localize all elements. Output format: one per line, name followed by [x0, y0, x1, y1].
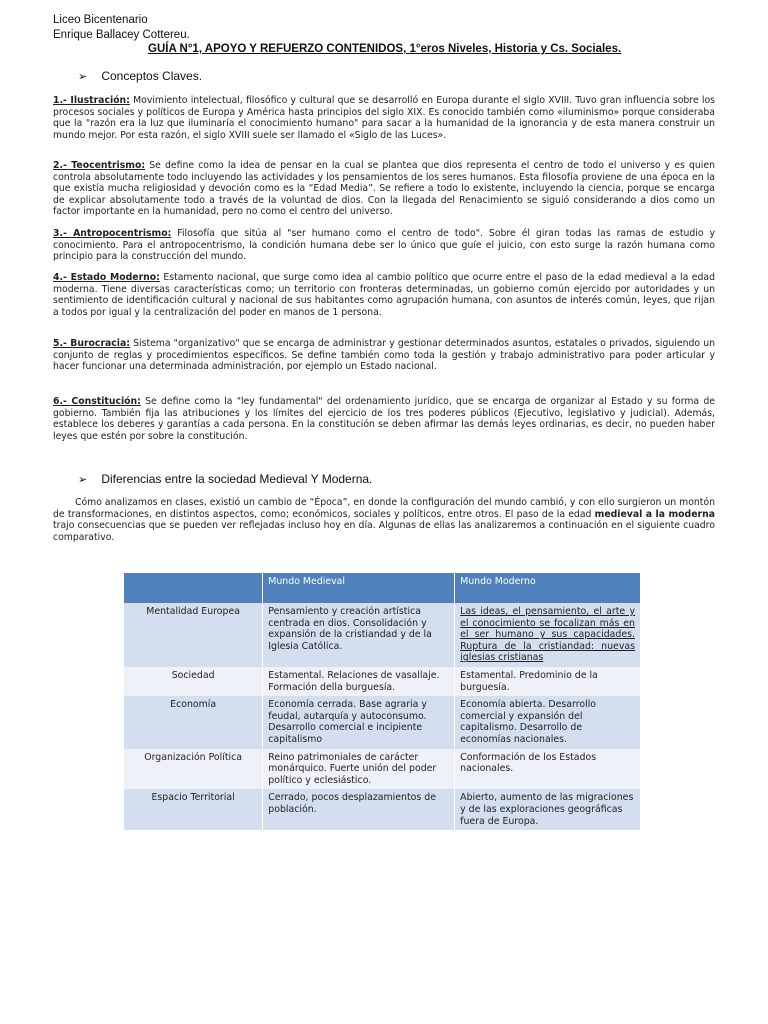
row-label: Organización Política: [124, 749, 263, 790]
concept-text: Estamento nacional, que surge como idea al cambio político que ocurre entre el paso de la edad medieval a la edad moderna. Tiene diversas características como; un territorio con fronteras determinadas, un gobierno común ejercido por autoridades y un sentimiento de identificación cultural y nacional de sus habitantes como agrupación humana, con asuntos de interés común, leyes, que rijan a todos por igual y la centralización del poder en manos de 1 persona.: [53, 272, 715, 318]
concept-burocracia: [53, 338, 715, 373]
section-heading: Diferencias entre la sociedad Medieval Y Moderna.: [101, 472, 373, 486]
arrow-bullet-icon: ➢: [78, 474, 88, 486]
moderno-cell: Abierto, aumento de las migraciones y de las exploraciones geográficas fuera de Europa.: [455, 789, 641, 830]
row-label: Espacio Territorial: [124, 789, 263, 830]
concept-term: 6.- Constitución:: [53, 396, 141, 407]
medieval-cell: Economía cerrada. Base agraria y feudal, autarquía y autoconsumo. Desarrollo comercial e incipiente capitalismo: [263, 696, 455, 748]
concept-antropocentrismo: [53, 228, 715, 263]
concept-ilustracion: [53, 95, 715, 141]
table-header-row: [124, 573, 641, 603]
intro-text-1: Cómo analizamos en clases, existió un cambio de “Época”, en donde la configuración del mundo cambió, y con ello surgieron un montón de transformaciones, en distintos aspectos, como; económicos, sociales y políticos, entre otros. El paso de la edad: [53, 497, 715, 520]
concept-text: Sistema "organizativo" que se encarga de administrar y gestionar determinados asuntos, estatales o privados, siguiendo un conjunto de reglas y procedimientos específicos. Se define también como toda la gestión y trabajo administrativo para poder articular y hacer funcionar una determinada administración, por ejemplo un Estado nacional.: [53, 338, 715, 373]
comparison-table: [124, 573, 641, 830]
table-row: [124, 667, 641, 696]
section-diferencias: [78, 472, 372, 486]
concept-teocentrismo: [53, 160, 715, 218]
intro-text-2: trajo consecuencias que se pueden ver reflejadas incluso hoy en día. Algunas de ellas las analizaremos a continuación en el siguiente cuadro comparativo.: [53, 520, 715, 543]
section-heading: Conceptos Claves.: [101, 69, 203, 83]
moderno-cell: Economía abierta. Desarrollo comercial y expansión del capitalismo. Desarrollo de economías nacionales.: [455, 696, 641, 748]
medieval-cell: Reino patrimoniales de carácter monárquico. Fuerte unión del poder político y eclesiástico.: [263, 749, 455, 790]
concept-term: 1.- Ilustración:: [53, 95, 130, 106]
concept-term: 5.- Burocracia:: [53, 338, 130, 349]
table-header-cell: Mundo Medieval: [263, 573, 455, 603]
concept-text: Movimiento intelectual, filosófico y cultural que se desarrolló en Europa durante el siglo XVIII. Tuvo gran influencia sobre los procesos sociales y políticos de Europa y América hasta principios del siglo XIX. Es conocido también como «iluminismo» porque consideraba que la "razón era la luz que iluminaría el conocimiento humano" para sacar a la humanidad de la ignorancia y de esta manera construir un mundo mejor. Por esta razón, el siglo XVIII suele ser llamado el «Siglo de las Luces».: [53, 95, 715, 141]
intro-bold: medieval a la moderna: [594, 508, 715, 520]
moderno-cell: Las ideas, el pensamiento, el arte y el conocimiento se focalizan más en el ser humano y sus capacidades. Ruptura de la cristiandad: nuevas iglesias cristianas: [455, 603, 641, 667]
table-row: [124, 603, 641, 667]
moderno-cell: Conformación de los Estados nacionales.: [455, 749, 641, 790]
table-header-cell: Mundo Moderno: [455, 573, 641, 603]
concept-text: Se define como la idea de pensar en la cual se plantea que dios representa el centro de todo el universo y es quien controla absolutamente todo incluyendo las actividades y los pensamientos de los seres humanos. Esta filosofía proviene de una época en la que existía mucha religiosidad y devoción como es la “Edad Media”. Se refiere a todo lo existente, incluyendo la ciencia, porque se encarga de explicar absolutamente todo a través de la voluntad de dios. Con la llegada del Renacimiento se siguió considerando a dios como un factor importante en la humanidad, pero no como el centro del universo.: [53, 160, 715, 218]
row-label: Sociedad: [124, 667, 263, 696]
concept-constitucion: [53, 396, 715, 442]
concept-term: 3.- Antropocentrismo:: [53, 228, 172, 239]
school-name: Liceo Bicentenario: [53, 14, 148, 26]
medieval-cell: Cerrado, pocos desplazamientos de población.: [263, 789, 455, 830]
row-label: Economía: [124, 696, 263, 748]
document-title: GUÍA N°1, APOYO Y REFUERZO CONTENIDOS, 1°eros Niveles, Historia y Cs. Sociales.: [148, 43, 622, 55]
intro-paragraph: [53, 497, 715, 543]
table-row: [124, 749, 641, 790]
concept-term: 2.- Teocentrismo:: [53, 160, 146, 171]
medieval-cell: Pensamiento y creación artística centrada en dios. Consolidación y expansión de la cristiandad y de la Iglesia Católica.: [263, 603, 455, 667]
moderno-cell: Estamental. Predominio de la burguesía.: [455, 667, 641, 696]
table-header-cell: [124, 573, 263, 603]
table-row: [124, 696, 641, 748]
section-conceptos: [78, 69, 202, 83]
row-label: Mentalidad Europea: [124, 603, 263, 667]
concept-text: Se define como la "ley fundamental" del ordenamiento jurídico, que se encarga de organizar al Estado y su forma de gobierno. También fija las atribuciones y los límites del ejercicio de los tres poderes públicos (Ejecutivo, legislativo y judicial). Además, establece los deberes y garantías a cada persona. En la constitución se deben afirmar las demás leyes ordinarias, es decir, no pueden haber leyes que estén por sobre la constitución.: [53, 396, 715, 442]
arrow-bullet-icon: ➢: [78, 71, 88, 83]
concept-term: 4.- Estado Moderno:: [53, 272, 160, 283]
concept-estado-moderno: [53, 272, 715, 318]
concept-text: Filosofía que sitúa al "ser humano como el centro de todo". Sobre él giran todas las ramas de estudio y conocimiento. Para el antropocentrismo, la condición humana debe ser lo único que guíe el juicio, con esto surge la razón humana como principio para la construcción del mundo.: [53, 228, 715, 263]
medieval-cell: Estamental. Relaciones de vasallaje. Formación della burguesía.: [263, 667, 455, 696]
table-row: [124, 789, 641, 830]
author-name: Enrique Ballacey Cottereu.: [53, 29, 190, 41]
